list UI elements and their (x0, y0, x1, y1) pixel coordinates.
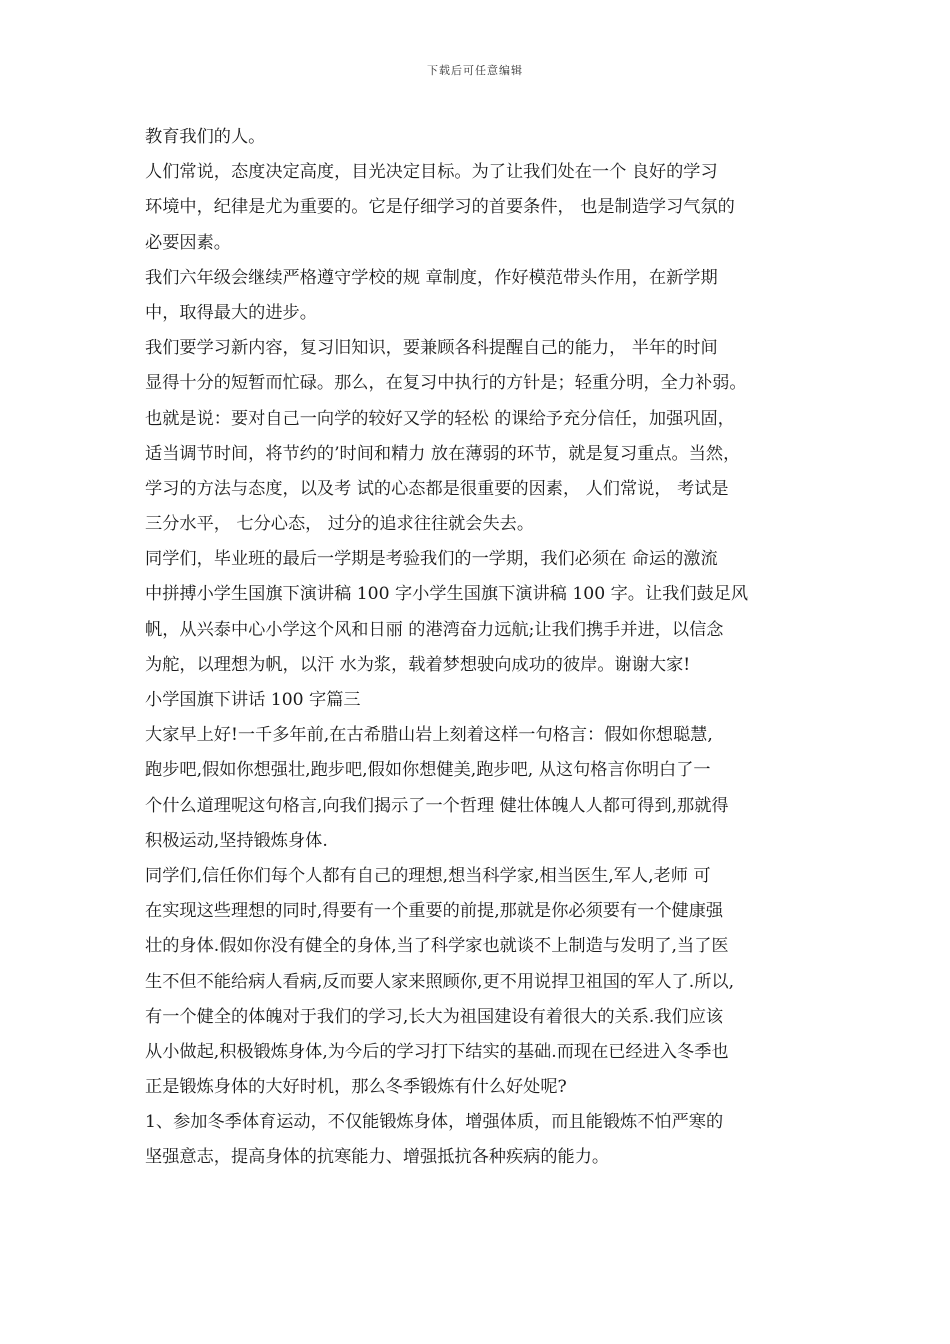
text-line: 积极运动,坚持锻炼身体. (145, 830, 328, 851)
text-line: 大家早上好!一千多年前,在古希腊山岩上刻着这样一句格言：假如你想聪慧, (145, 725, 713, 746)
text-line: 中，取得最大的进步。 (145, 302, 317, 323)
text-line: 也就是说：要对自己一向学的较好又学的轻松 的课给予充分信任，加强巩固， (145, 408, 735, 429)
text-line: 学习的方法与态度，以及考 试的心态都是很重要的因素， 人们常说， 考试是 (145, 478, 729, 499)
text-line: 壮的身体.假如你没有健全的身体,当了科学家也就谈不上制造与发明了,当了医 (145, 936, 729, 957)
text-line: 同学们,信任你们每个人都有自己的理想,想当科学家,相当医生,军人,老师 可 (145, 865, 711, 886)
text-line: 为舵，以理想为帆，以汗 水为浆，载着梦想驶向成功的彼岸。谢谢大家! (145, 654, 691, 675)
text-line: 在实现这些理想的同时,得要有一个重要的前提,那就是你必须要有一个健康强 (145, 901, 724, 922)
text-line: 正是锻炼身体的大好时机，那么冬季锻炼有什么好处呢? (145, 1077, 567, 1098)
text-line: 坚强意志，提高身体的抗寒能力、增强抵抗各种疾病的能力。 (145, 1147, 610, 1168)
text-line: 中拼搏小学生国旗下演讲稿 100 字小学生国旗下演讲稿 100 字。让我们鼓足风 (145, 584, 749, 605)
text-line: 我们要学习新内容，复习旧知识，要兼顾各科提醒自己的能力， 半年的时间 (145, 338, 718, 359)
text-line: 教育我们的人。 (145, 127, 266, 147)
text-line: 显得十分的短暂而忙碌。那么，在复习中执行的方针是；轻重分明，全力补弱。 (145, 373, 747, 394)
page-header: 下载后可任意编辑 (427, 64, 523, 77)
text-line: 环境中，纪律是尤为重要的。它是仔细学习的首要条件， 也是制造学习气氛的 (145, 197, 735, 218)
text-line: 帆，从兴泰中心小学这个风和日丽 的港湾奋力远航;让我们携手并进，以信念 (145, 619, 724, 640)
document-body (145, 120, 825, 1176)
text-line: 同学们，毕业班的最后一学期是考验我们的一学期，我们必须在 命运的激流 (145, 549, 718, 570)
text-line: 生不但不能给病人看病,反而要人家来照顾你,更不用说捍卫祖国的军人了.所以, (145, 971, 735, 992)
text-line: 1、参加冬季体育运动，不仅能锻炼身体，增强体质，而且能锻炼不怕严寒的 (145, 1112, 724, 1133)
text-line: 必要因素。 (145, 232, 231, 253)
text-line: 三分水平， 七分心态， 过分的追求往往就会失去。 (145, 514, 535, 535)
text-line: 个什么道理呢这句格言,向我们揭示了一个哲理 健壮体魄人人都可得到,那就得 (145, 795, 729, 816)
section-heading: 小学国旗下讲话 100 字篇三 (145, 690, 361, 710)
text-line: 跑步吧,假如你想强壮,跑步吧,假如你想健美,跑步吧, 从这句格言你明白了一 (145, 760, 711, 781)
text-line: 有一个健全的体魄对于我们的学习,长大为祖国建设有着很大的关系.我们应该 (145, 1006, 724, 1027)
text-line: 人们常说，态度决定高度，目光决定目标。为了让我们处在一个 良好的学习 (145, 162, 718, 183)
text-line: 适当调节时间，将节约的’时间和精力 放在薄弱的环节，就是复习重点。当然， (145, 443, 741, 464)
text-line: 我们六年级会继续严格遵守学校的规 章制度，作好模范带头作用，在新学期 (145, 267, 718, 288)
text-line: 从小做起,积极锻炼身体,为今后的学习打下结实的基础.而现在已经进入冬季也 (145, 1041, 729, 1062)
